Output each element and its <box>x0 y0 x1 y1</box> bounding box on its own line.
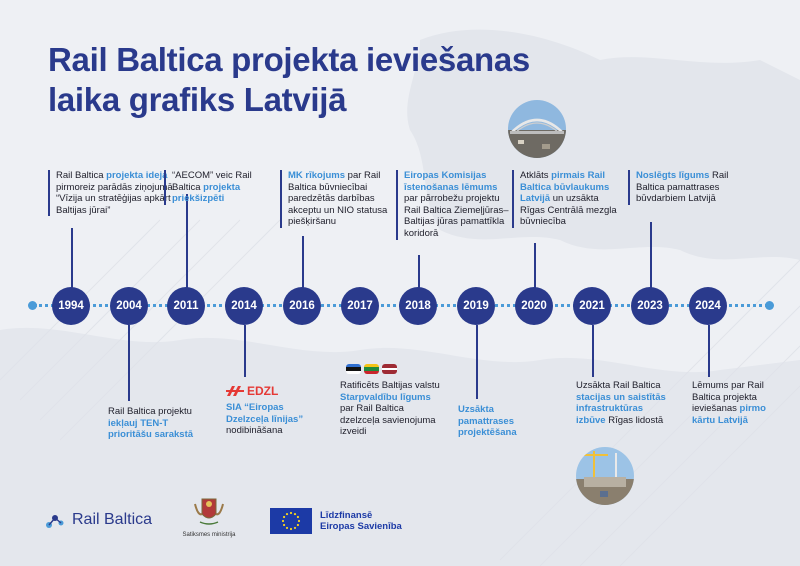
eu-star-icon <box>298 520 300 522</box>
lithuania-flag-icon <box>364 364 379 374</box>
connector-2020 <box>534 243 536 288</box>
event-2016 <box>280 170 394 228</box>
year-marker-2020: 2020 <box>515 287 553 325</box>
connector-2021 <box>592 325 594 377</box>
connector-2023 <box>650 222 652 288</box>
year-marker-2011: 2011 <box>167 287 205 325</box>
event-2020-text-1: pirmais Rail Baltica būvlaukums Latvijā <box>520 170 610 205</box>
event-2021-text-1: stacijas un saistītās infrastruktūras izbūve <box>576 391 666 426</box>
year-marker-2021: 2021 <box>573 287 611 325</box>
connector-2004 <box>128 325 130 401</box>
event-2016-text-0: MK rīkojums <box>288 170 346 181</box>
eu-star-icon <box>283 516 285 518</box>
rail-baltica-logo <box>44 509 152 531</box>
event-2014-text-1: nodibināšana <box>226 425 283 437</box>
event-2018 <box>396 170 510 240</box>
eu-star-icon <box>294 527 296 529</box>
event-2017 <box>340 380 440 438</box>
event-1994-text-1: projekta ideja <box>106 170 168 181</box>
connector-2019 <box>476 325 478 399</box>
eu-star-icon <box>297 516 299 518</box>
timeline-end-dot <box>765 301 774 310</box>
bridge-construction-photo <box>508 100 566 158</box>
event-2020-text-0: Atklāts <box>520 170 552 181</box>
airport-station-photo <box>576 447 634 505</box>
eu-cofunding-logo <box>270 508 402 534</box>
timeline-start-dot <box>28 301 37 310</box>
year-marker-2018: 2018 <box>399 287 437 325</box>
event-2019 <box>458 404 540 439</box>
event-2018-text-0: Eiropas Komisijas īstenošanas lēmums <box>404 170 498 193</box>
eu-star-icon <box>286 527 288 529</box>
title-line-1: Rail Baltica projekta ieviešanas <box>48 41 530 78</box>
edzl-logo-icon <box>226 384 244 398</box>
ministry-name: Satiksmes ministrija <box>182 532 236 538</box>
event-2004-text-1: iekļauj TEN-T prioritāšu sarakstā <box>108 417 194 441</box>
event-2016-text-1: par Rail Baltica būvniecībai paredzētās darbības akceptu un NIO statusa piešķiršanu <box>288 170 388 228</box>
event-2021-text-2: Rīgas lidostā <box>605 414 664 426</box>
year-marker-2023: 2023 <box>631 287 669 325</box>
ministry-logo <box>180 496 238 538</box>
event-2017-text-2: par Rail Baltica dzelzceļa savienojuma izveidi <box>340 403 436 438</box>
eu-star-icon <box>286 513 288 515</box>
event-2024-text-0: Lēmums par Rail Baltica projekta ieviešanas <box>692 380 764 415</box>
connector-1994 <box>71 228 73 288</box>
year-marker-2014: 2014 <box>225 287 263 325</box>
event-1994-text-2: pirmoreiz parādās ziņojumā “Vīzija un stratēģijas apkārt Baltijas jūrai” <box>56 181 173 216</box>
connector-2024 <box>708 325 710 377</box>
year-marker-2016: 2016 <box>283 287 321 325</box>
baltic-flags <box>346 364 397 374</box>
event-2011-text-1: projekta priekšizpēti <box>172 181 241 205</box>
eu-star-icon <box>282 520 284 522</box>
event-2014 <box>226 402 322 437</box>
eu-flag-icon <box>270 508 312 534</box>
event-1994-text-0: Rail Baltica <box>56 170 107 181</box>
eu-star-icon <box>283 524 285 526</box>
connector-2014 <box>244 325 246 377</box>
page-title <box>48 40 530 120</box>
event-2014-text-0: SIA “Eiropas Dzelzceļa līnijas” <box>226 402 304 425</box>
coat-of-arms-icon <box>192 496 226 526</box>
eu-name-label: Eiropas Savienība <box>320 521 402 532</box>
year-marker-1994: 1994 <box>52 287 90 325</box>
rail-baltica-logo-icon <box>44 509 66 531</box>
eu-star-icon <box>290 528 292 530</box>
estonia-flag-icon <box>346 364 361 374</box>
event-2024-text-1: pirmo kārtu Latvijā <box>692 403 766 426</box>
year-marker-2004: 2004 <box>110 287 148 325</box>
edzl-logo <box>226 384 278 398</box>
event-2023-text-1: Rail Baltica pamattrases būvdarbiem Latvijā <box>636 170 729 205</box>
event-2004-text-0: Rail Baltica projektu <box>108 406 192 417</box>
event-2017-text-1: Starpvaldību līgums <box>340 391 431 403</box>
event-2020-text-2: un uzsākta Rīgas Centrālā mezgla būvniecība <box>520 193 617 228</box>
connector-2011 <box>186 194 188 288</box>
event-2019-text-0: Uzsākta pamattrases projektēšana <box>458 404 517 439</box>
event-2020 <box>512 170 626 228</box>
eu-star-icon <box>297 524 299 526</box>
event-2024 <box>692 380 784 426</box>
year-marker-2017: 2017 <box>341 287 379 325</box>
event-2017-text-0: Ratificēts Baltijas valstu <box>340 380 440 391</box>
event-2021-text-0: Uzsākta Rail Baltica <box>576 380 661 391</box>
event-2011 <box>164 170 282 205</box>
title-line-2: laika grafiks Latvijā <box>48 81 347 118</box>
connector-2018 <box>418 255 420 288</box>
eu-cofunded-label: Līdzfinansē <box>320 510 373 521</box>
eu-star-icon <box>290 512 292 514</box>
year-marker-2024: 2024 <box>689 287 727 325</box>
rail-baltica-logo-text: Rail Baltica <box>72 511 153 528</box>
event-2023 <box>628 170 736 205</box>
event-2023-text-0: Noslēgts līgums <box>636 170 710 181</box>
year-marker-2019: 2019 <box>457 287 495 325</box>
latvia-flag-icon <box>382 364 397 374</box>
event-2004 <box>108 406 212 441</box>
eu-star-icon <box>294 513 296 515</box>
connector-2016 <box>302 236 304 288</box>
edzl-logo-text: EDZL <box>247 384 279 398</box>
event-2021 <box>576 380 666 426</box>
event-2011-text-0: “AECOM” veic Rail Baltica <box>172 170 252 193</box>
event-2018-text-1: par pārrobežu projektu Rail Baltica Ziemeļjūras–Baltijas jūras pamattīkla koridorā <box>404 193 509 239</box>
